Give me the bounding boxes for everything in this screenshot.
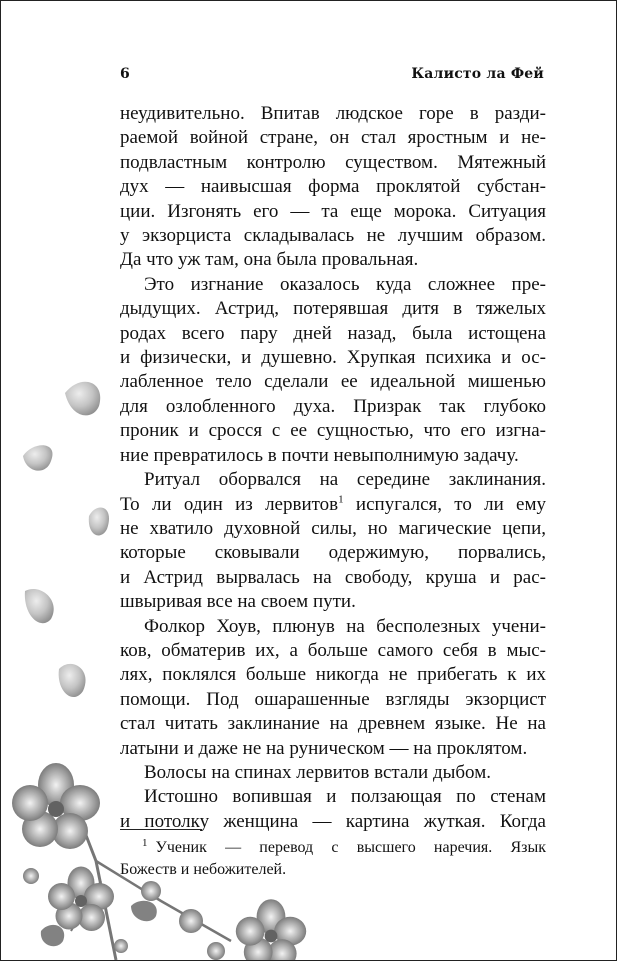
book-author: Калисто ла Фей (411, 66, 544, 82)
text-line-end: испугался, то ли ему (343, 493, 546, 515)
text-line: неудивительно. Впитав людское горе в разди- (120, 103, 546, 124)
paragraph (120, 615, 546, 761)
text-line: лях, поклялся больше никогда не прибегать к их (120, 664, 546, 686)
text-line: не хватило духовной силы, но магические цепи, (120, 517, 546, 539)
text-line: латыни и даже не на руническом — на проклятом. (120, 737, 528, 759)
text-line: ции. Изгонять его — та еще морока. Ситуация (120, 200, 546, 222)
text-line: проник и сросся с ее сущностью, что его изгна- (120, 420, 546, 442)
petal-4 (25, 589, 54, 623)
petal-5 (59, 664, 86, 697)
text-line: дыдущих. Астрид, потерявшая дитя в тяжелых (120, 298, 546, 320)
text-line-content: Ритуал оборвался на середине заклинания. (144, 469, 546, 491)
text-line: ние превратилось в почти невыполнимую задачу. (120, 444, 519, 466)
text-line: для озлобленного духа. Призрак так глубоко (120, 395, 546, 417)
body-text (120, 102, 546, 834)
footnote-divider (120, 829, 202, 830)
text-line: дух — наивысшая форма проклятой субстан- (120, 176, 546, 198)
paragraph (120, 468, 546, 614)
text-line-content: Это изгнание оказалось куда сложнее пре- (144, 273, 546, 295)
text-line (120, 468, 546, 492)
text-line (120, 273, 546, 297)
petal-3 (89, 507, 109, 535)
petal-2 (23, 445, 53, 470)
text-line-content: Волосы на спинах лервитов встали дыбом. (144, 761, 491, 783)
footnote-mark: 1 (142, 836, 148, 849)
text-line: помощи. Под ошарашенные взгляды экзорцист (120, 688, 546, 710)
page-number: 6 (120, 66, 130, 82)
footnote (120, 837, 546, 881)
text-line (120, 493, 546, 517)
text-line: ков, обматерив их, а больше самого себя в мыс- (120, 639, 546, 661)
text-line (120, 761, 546, 785)
paragraph (120, 761, 546, 785)
text-line: у экзорциста складывалась не лучшим образом. (120, 225, 546, 247)
paragraph (120, 102, 546, 273)
text-line: и потолку женщина — картина жуткая. Когда (120, 810, 546, 832)
text-line: и физически, и душевно. Хрупкая психика и ос- (120, 347, 546, 369)
footnote-reference[interactable]: 1 (338, 493, 344, 506)
running-head (120, 66, 544, 90)
text-line: подвластным контролю существом. Мятежный (120, 151, 546, 173)
footnote-text: Ученик — перевод с высшего наречия. Язык (155, 839, 546, 856)
text-line-content: Фолкор Хоув, плюнув на бесполезных учени- (144, 615, 546, 637)
text-line (120, 615, 546, 639)
text-line-content: Истошно вопившая и ползающая по стенам (144, 786, 546, 808)
text-line: Да что уж там, она была провальная. (120, 249, 419, 271)
text-line: лабленное тело сделали ее идеальной мишенью (120, 371, 546, 393)
petal-1 (65, 382, 100, 416)
text-line: и Астрид вырвалась на свободу, круша и рас- (120, 566, 546, 588)
text-line (120, 785, 546, 809)
paragraph (120, 273, 546, 468)
footnote-line: Божеств и небожителей. (120, 861, 287, 878)
footnote-line (120, 837, 546, 859)
text-line: швыривая все на своем пути. (120, 591, 356, 613)
text-line-start: То ли один из лервитов (120, 493, 339, 515)
text-line: которые сковывали одержимую, порвались, (120, 542, 546, 564)
paragraph (120, 785, 546, 834)
text-line: родах всего пару дней назад, была истощена (120, 322, 546, 344)
text-line: стал читать заклинание на древнем языке. Не на (120, 713, 546, 735)
text-line: раемой войной стране, он стал яростным и не- (120, 127, 546, 149)
